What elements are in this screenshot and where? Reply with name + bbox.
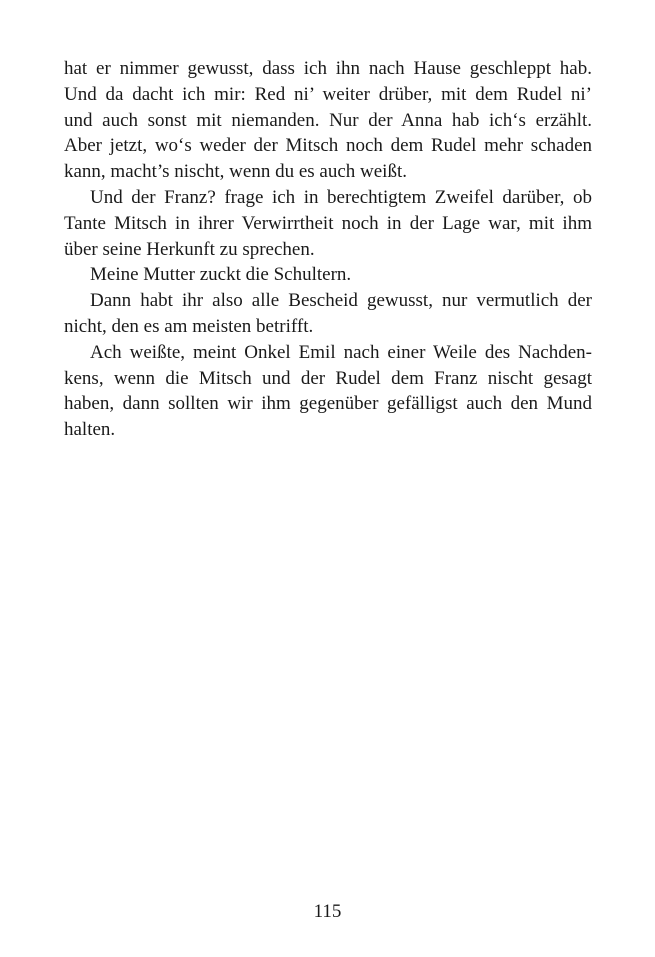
text-line: Ach weißte, meint Onkel Emil nach einer Weile des Nachden- xyxy=(90,341,592,363)
text-line: Aber jetzt, wo‘s weder der Mitsch noch dem Rudel mehr schaden xyxy=(64,135,592,157)
page-number: 115 xyxy=(313,901,342,922)
text-line: haben, dann sollten wir ihm gegenüber gefälligst auch den Mund xyxy=(64,393,592,415)
text-line: Und da dacht ich mir: Red ni’ weiter drüber, mit dem Rudel ni’ xyxy=(64,83,592,105)
text-line: kens, wenn die Mitsch und der Rudel dem Franz nischt gesagt xyxy=(64,367,592,389)
text-line: Tante Mitsch in ihrer Verwirrtheit noch in der Lage war, mit ihm xyxy=(64,212,592,234)
text-line: halten. xyxy=(64,419,116,441)
text-line: Dann habt ihr also alle Bescheid gewusst, nur vermutlich der xyxy=(90,290,592,312)
text-line: hat er nimmer gewusst, dass ich ihn nach Hause geschleppt hab. xyxy=(64,58,592,79)
text-line: Meine Mutter zuckt die Schultern. xyxy=(90,264,352,286)
text-line: über seine Herkunft zu sprechen. xyxy=(64,238,315,260)
text-line: nicht, den es am meisten betrifft. xyxy=(64,315,314,337)
body-text xyxy=(64,56,592,443)
text-line: und auch sonst mit niemanden. Nur der Anna hab ich‘s erzählt. xyxy=(64,109,592,131)
text-line: Und der Franz? frage ich in berechtigtem Zweifel darüber, ob xyxy=(90,186,592,208)
text-line: kann, macht’s nischt, wenn du es auch weißt. xyxy=(64,161,407,183)
